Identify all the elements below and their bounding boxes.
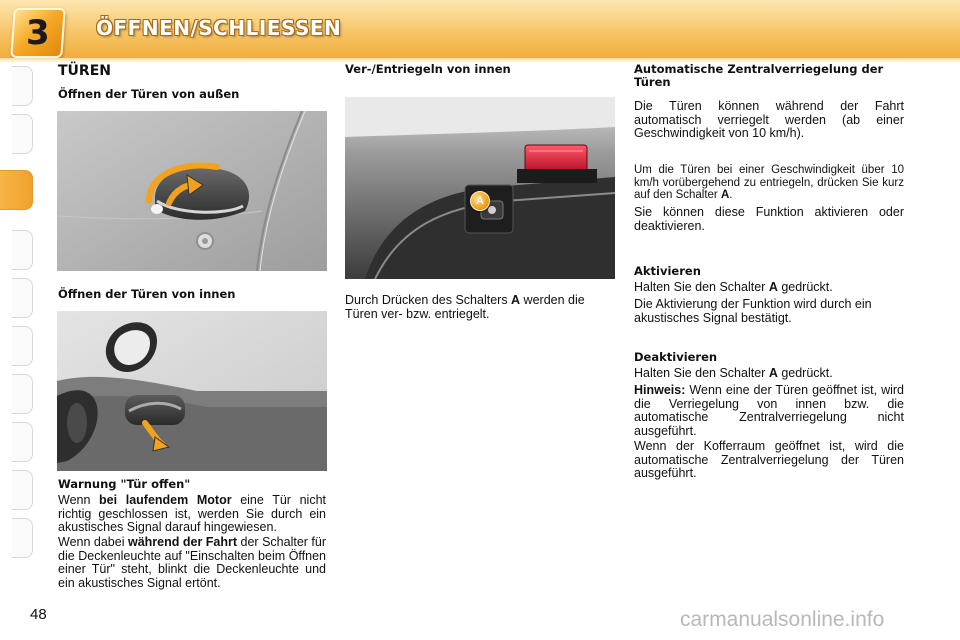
paragraph-warning-engine: Wenn bei laufendem Motor eine Tür nicht richtig geschlossen ist, werden Sie durch ein akustisches Signal darauf hingewiesen.: [58, 493, 326, 534]
subheading-activate: Aktivieren: [634, 264, 701, 278]
chapter-tab-9[interactable]: [12, 470, 33, 510]
paragraph-deactivate-instruction: Halten Sie den Schalter A gedrückt.: [634, 366, 833, 380]
paragraph-temporary-unlock: Um die Türen bei einer Geschwindigkeit über 10 km/h vorübergehend zu entriegeln, drücken Sie kurz auf den Schalter A.: [634, 164, 904, 201]
chapter-tab-10[interactable]: [12, 518, 33, 558]
chapter-tab-1[interactable]: [12, 66, 33, 106]
paragraph-activate-confirmation: Die Aktivierung der Funktion wird durch ein akustisches Signal bestätigt.: [634, 297, 872, 325]
chapter-badge: [10, 8, 65, 58]
chapter-tab-5[interactable]: [12, 278, 33, 318]
chapter-tab-7[interactable]: [12, 374, 33, 414]
subheading-deactivate: Deaktivieren: [634, 350, 718, 364]
paragraph-boot-open: Wenn der Kofferraum geöffnet ist, wird die automatische Zentralverriegelung der Türen ausgeführt.: [634, 439, 904, 480]
page-header: [0, 0, 960, 58]
subheading-open-inside: Öffnen der Türen von innen: [58, 287, 236, 301]
chapter-tab-2[interactable]: [12, 114, 33, 154]
page-title: ÖFFNEN/SCHLIESSEN: [96, 16, 342, 40]
chapter-number: 3: [26, 13, 50, 53]
subheading-lock-inside: Ver-/Entriegeln von innen: [345, 62, 511, 76]
photo-interior-door-handle: [57, 311, 327, 471]
paragraph-activate-instruction: Halten Sie den Schalter A gedrückt.: [634, 280, 833, 294]
page-number: 48: [30, 606, 47, 623]
subheading-door-open-warning: Warnung "Tür offen": [58, 477, 191, 491]
photo-exterior-door-handle: [57, 111, 327, 271]
paragraph-note: Hinweis: Wenn eine der Türen geöffnet ist, wird die Verriegelung von innen bzw. die automatische Zentralverriegelung nicht ausgeführt.: [634, 383, 904, 438]
paragraph-warning-driving: Wenn dabei während der Fahrt der Schalter für die Deckenleuchte auf "Einschalten beim Öffnen einer Tür" steht, blinkt die Deckenleuchte und ein akustisches Signal ertönt.: [58, 535, 326, 590]
chapter-tab-8[interactable]: [12, 422, 33, 462]
watermark: carmanualsonline.info: [680, 608, 885, 631]
chapter-tabs: [0, 66, 34, 576]
photo-central-locking-switch: [345, 97, 615, 279]
chapter-tab-6[interactable]: [12, 326, 33, 366]
section-heading-doors: TÜREN: [58, 63, 111, 79]
subheading-open-outside: Öffnen der Türen von außen: [58, 87, 240, 101]
chapter-tab-3-active[interactable]: [0, 170, 33, 210]
chapter-tab-4[interactable]: [12, 230, 33, 270]
paragraph-lock-switch: Durch Drücken des Schalters A werden die Türen ver- bzw. entriegelt.: [345, 293, 585, 321]
callout-marker-a: A: [470, 191, 490, 211]
subheading-auto-locking: Automatische Zentralverriegelung der Türen: [634, 62, 884, 89]
paragraph-auto-lock-intro: Die Türen können während der Fahrt automatisch verriegelt werden (ab einer Geschwindigkeit von 10 km/h).: [634, 99, 904, 140]
paragraph-toggle-function: Sie können diese Funktion aktivieren oder deaktivieren.: [634, 205, 904, 233]
